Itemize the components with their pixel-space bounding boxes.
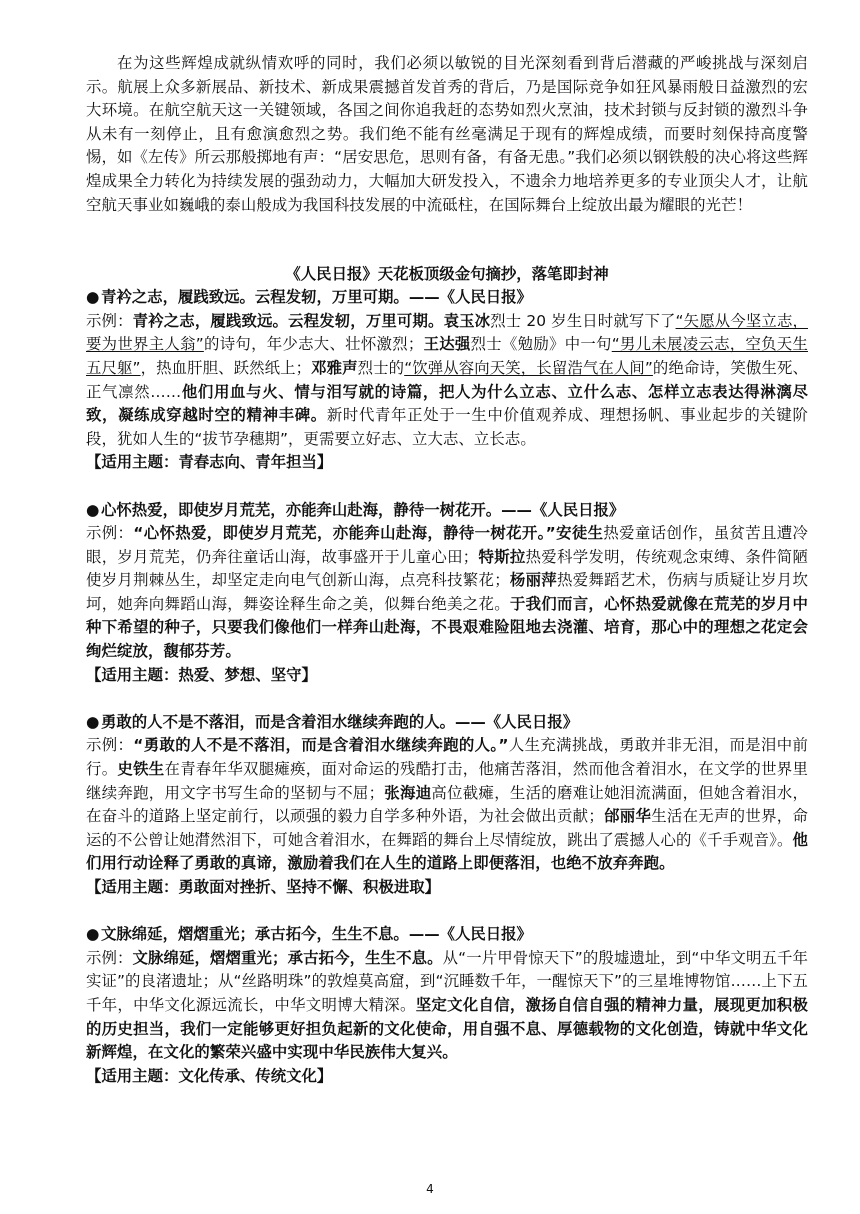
bold-text: 特斯拉 — [478, 547, 526, 566]
section-title: 《人民日报》天花板顶级金句摘抄，落笔即封神 — [285, 265, 609, 284]
quote-heading — [86, 923, 808, 947]
quote-item — [86, 286, 808, 498]
example-paragraph — [86, 734, 808, 876]
quote-item — [86, 711, 808, 923]
quote-heading-text: 心怀热爱，即使岁月荒芜，亦能奔山赴海，静待一树花开。——《人民日报》 — [101, 500, 625, 519]
text-run: 示例： — [86, 524, 134, 543]
text-run: 热爱科学发明，传统观念束缚、条件简陋使岁月荆棘丛生，却坚定走向电气创新山海，点亮科技繁花； — [86, 547, 808, 590]
example-paragraph — [86, 947, 808, 1065]
bold-text: 青衿之志，履践致远。云程发轫，万里可期。 — [132, 311, 444, 330]
quote-heading-text: 青衿之志，履践致远。云程发轫，万里可期。——《人民日报》 — [101, 288, 532, 307]
bold-text: 于我们而言，心怀热爱就像在荒芜的岁月中种下希望的种子，只要我们像他们一样奔山赴海，不畏艰难险阻地去浇灌、培育，那心中的理想之花定会绚烂绽放，馥郁芬芳。 — [86, 594, 808, 661]
text-run: 示例： — [86, 311, 133, 330]
spacer — [86, 687, 808, 711]
applicable-theme: 【适用主题：热爱、梦想、坚守】 — [86, 665, 317, 684]
text-run: 的绝命诗，笑傲生死、正气凛然…… — [86, 358, 808, 401]
text-run: 高位截瘫，生活的磨难让她泪流满面，但她含着泪水，在奋斗的道路上坚定前行，以顽强的毅力自学多种外语，为社会做出贡献； — [86, 783, 808, 826]
bullet-icon: ● — [86, 925, 100, 944]
example-paragraph — [86, 310, 808, 452]
bold-text: 王达强 — [423, 335, 471, 354]
underlined-quote: “矢愿从今坚立志，要为世界主人翁” — [86, 311, 808, 354]
quote-heading-text: 文脉绵延，熠熠重光；承古拓今，生生不息。——《人民日报》 — [101, 925, 532, 944]
document-page — [86, 52, 808, 1088]
underlined-quote: “男儿未展凌云志，空负天生五尺躯” — [86, 335, 808, 377]
text-run: 热爱童话创作，虽贫苦且遭冷眼，岁月荒芜，仍奔往童话山海，故事盛开于儿童心田； — [86, 524, 808, 566]
bold-text: 邓雅声 — [311, 358, 358, 377]
underlined-quote: “饮弹从容向天笑，长留浩气在人间” — [404, 358, 653, 377]
quote-list — [86, 286, 808, 1088]
bold-text: 袁玉冰 — [443, 311, 491, 330]
applicable-theme: 【适用主题：勇敢面对挫折、坚持不懈、积极进取】 — [86, 878, 440, 896]
text-run: ，热血肝胆、跃然纸上； — [140, 358, 312, 377]
text-run: 烈士 20 岁生日时就写下了 — [490, 311, 676, 330]
text-run: 烈士的 — [357, 358, 405, 377]
bullet-icon: ● — [86, 712, 100, 731]
bold-text: 文脉绵延，熠熠重光；承古拓今，生生不息。 — [132, 948, 443, 967]
quote-item — [86, 499, 808, 711]
text-run: 的诗句，年少志大、壮怀激烈； — [203, 335, 424, 354]
quote-heading — [86, 499, 808, 523]
quote-heading — [86, 711, 808, 735]
quote-heading — [86, 286, 808, 310]
applicable-theme: 【适用主题：青春志向、青年担当】 — [86, 453, 333, 472]
bold-text: 他们用行动诠释了勇敢的真谛，激励着我们在人生的道路上即便落泪，也绝不放弃奔跑。 — [86, 830, 808, 873]
bold-text: “心怀热爱，即使岁月荒芜，亦能奔山赴海，静待一树花开。” — [133, 524, 556, 543]
bold-text: “勇敢的人不是不落泪，而是含着泪水继续奔跑的人。” — [133, 736, 509, 755]
bold-text: 坚定文化自信，激扬自信自强的精神力量，展现更加积极的历史担当，我们一定能够更好担负起新的文化使命，用自强不息、厚德载物的文化创造，铸就中华文化新辉煌，在文化的繁荣兴盛中实现中华民族伟大复兴。 — [86, 995, 808, 1062]
text-run: 生活在无声的世界，命运的不公曾让她潸然泪下，可她含着泪水，在舞蹈的舞台上尽情绽放，跳出了震撼人心的《千手观音》。 — [86, 807, 808, 849]
bold-text: 杨丽萍 — [509, 571, 557, 590]
bullet-icon: ● — [86, 288, 100, 307]
text-run: 人生充满挑战，勇敢并非无泪，而是泪中前行。 — [86, 736, 809, 779]
text-run: 烈士《勉励》中一句 — [470, 335, 612, 354]
quote-item — [86, 923, 808, 1088]
text-run: 示例： — [86, 736, 134, 755]
bold-text: 邰丽华 — [603, 807, 652, 826]
spacer — [86, 475, 808, 499]
text-run: 示例： — [86, 948, 133, 967]
applicable-theme: 【适用主题：文化传承、传统文化】 — [86, 1066, 333, 1085]
quote-heading-text: 勇敢的人不是不落泪，而是含着泪水继续奔跑的人。——《人民日报》 — [101, 712, 579, 731]
example-paragraph — [86, 522, 808, 664]
text-run: 从“一片甲骨惊天下”的殷墟遗址，到“中华文明五千年实证”的良渚遗址；从“丝路明珠”的敦煌莫高窟，到“沉睡数千年，一醒惊天下”的三星堆博物馆……上下五千年，中华文化源远流长，中华文明博大精深。 — [86, 948, 808, 1014]
spacer — [86, 900, 808, 924]
bold-text: 安徒生 — [555, 524, 604, 543]
page-number: 4 — [426, 1182, 434, 1196]
bullet-icon: ● — [86, 500, 100, 519]
text-run: 新时代青年正处于一生中价值观养成、理想扬帆、事业起步的关键阶段，犹如人生的“拔节孕穗期”，更需要立好志、立大志、立长志。 — [86, 406, 808, 448]
bold-text: 张海迪 — [384, 783, 432, 802]
text-run: 热爱舞蹈艺术，伤病与质疑让岁月坎坷，她奔向舞蹈山海，舞姿诠释生命之美，似舞台绝美之花。 — [86, 571, 808, 613]
bold-text: 史铁生 — [117, 760, 165, 779]
bold-text: 他们用血与火、情与泪写就的诗篇，把人为什么立志、立什么志、怎样立志表达得淋漓尽致，凝练成穿越时空的精神丰碑。 — [86, 382, 808, 425]
intro-paragraph: 在为这些辉煌成就纵情欢呼的同时，我们必须以敏锐的目光深刻看到背后潜藏的严峻挑战与深刻启示。航展上众多新展品、新技术、新成果震撼首发首秀的背后，乃是国际竞争如狂风暴雨般日益激烈的宏大环境。在航空航天这一关键领域，各国之间你追我赶的态势如烈火烹油，技术封锁与反封锁的激烈斗争从未有一刻停止，且有愈演愈烈之势。我们绝不能有丝毫满足于现有的辉煌成绩，而要时刻保持高度警惕，如《左传》所云那般掷地有声：“居安思危，思则有备，有备无患。”我们必须以钢铁般的决心将这些辉煌成果全力转化为持续发展的强劲动力，大幅加大研发投入，不遗余力地培养更多的专业顶尖人才，让航空航天事业如巍峨的泰山般成为我国科技发展的中流砥柱，在国际舞台上绽放出最为耀眼的光芒！ — [86, 54, 808, 214]
text-run: 在青春年华双腿瘫痪，面对命运的残酷打击，他痛苦落泪，然而他含着泪水，在文学的世界里继续奔跑，用文字书写生命的坚韧与不屈； — [86, 760, 808, 802]
